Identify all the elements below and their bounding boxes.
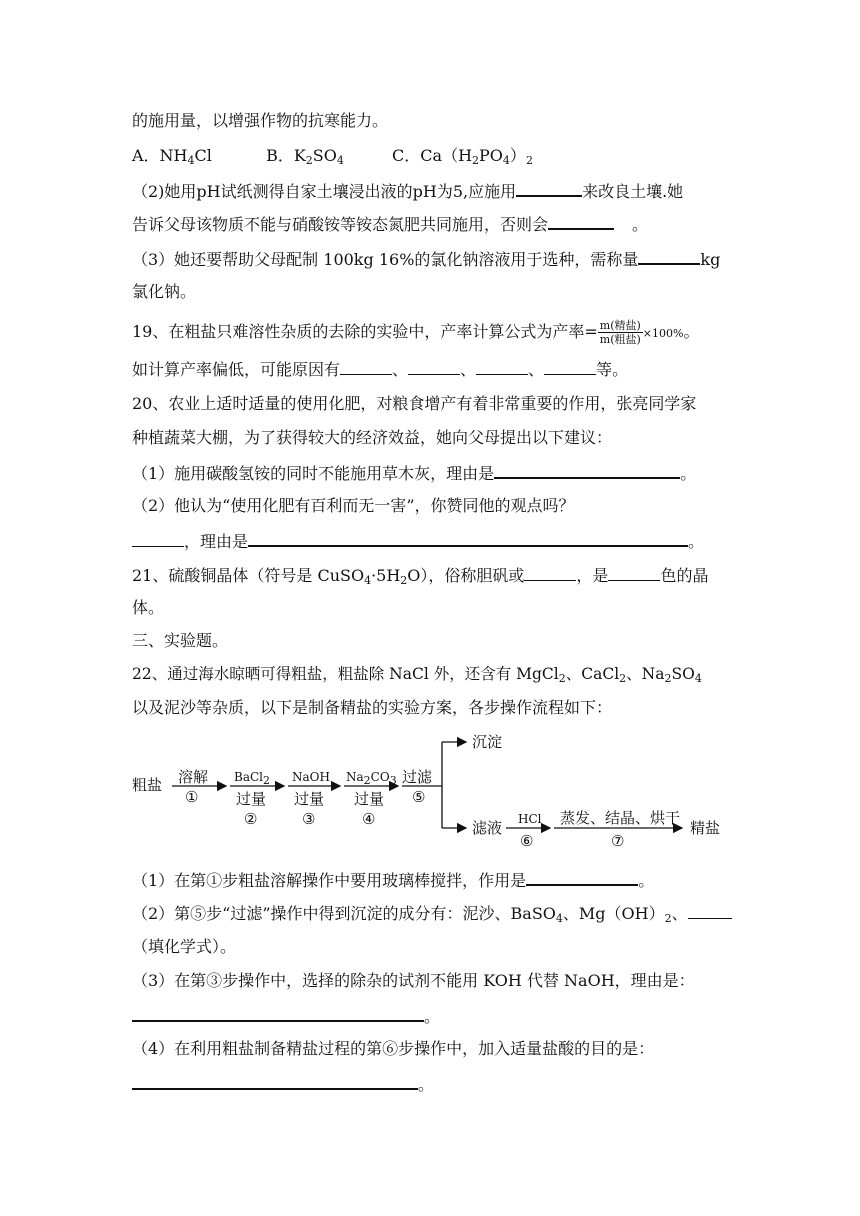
answer-blank[interactable] [340,358,392,375]
question-line: （4）在利用粗盐制备精盐过程的第⑥步操作中，加入适量盐酸的目的是： [132,1039,655,1058]
yield-formula-fraction: $\frac{\text{m(精盐)}}{\text{m(粗盐)}}$ [599,319,641,346]
question-line: （1）施用碳酸氢铵的同时不能施用草木灰，理由是 。 [132,461,732,485]
step-4-reagent: $Na_2CO_3$ [346,770,397,787]
answer-blank[interactable] [494,461,680,479]
answer-blank[interactable] [608,564,660,581]
process-flow-diagram [130,728,730,856]
question-20-line: 20、农业上适时适量的使用化肥，对粮食增产有着非常重要的作用，张亮同学家 [132,394,697,413]
text-line: 以及泥沙等杂质，以下是制备精盐的实验方案，各步操作流程如下： [132,698,613,717]
answer-blank[interactable] [516,179,582,197]
step-6-number: ⑥ [520,832,534,850]
section-heading: 三、实验题。 [132,631,229,650]
step-3-excess: 过量 [294,790,325,808]
options-line [132,145,732,167]
option-c: C．$Ca(H_2PO_4)_2$ [392,146,533,167]
question-21-line: 21、硫酸铜晶体（符号是 $CuSO_4\cdot 5H_2O$），俗称胆矾或 ，是 色的晶 [132,566,709,587]
option-a: A．$NH_4Cl$ [132,146,212,167]
question-line: （3）她还要帮助父母配制 100kg 16%的氯化钠溶液用于选种，需称量 kg [132,247,732,271]
step-5-label: 过滤 [402,768,433,786]
answer-blank[interactable] [524,564,576,581]
answer-line: 。 [132,1072,732,1096]
text-line: （2）他认为“使用化肥有百利而无一害”，你赞同他的观点吗？ [132,496,575,515]
answer-blank[interactable] [132,530,184,547]
answer-blank[interactable] [544,358,596,375]
step-2-reagent: BaCl$_2$ [234,770,270,787]
text-line: 氯化钠。 [132,282,197,301]
question-line: 如计算产率偏低，可能原因有 、 、 、 等。 [132,360,629,379]
answer-blank[interactable] [548,212,614,230]
step-6-reagent: HCl [518,812,542,826]
text-line: （填化学式）。 [132,937,237,956]
text-line: 的施用量，以增强作物的抗寒能力。 [132,111,389,130]
answer-blank[interactable] [526,868,638,886]
answer-blank[interactable] [132,1072,418,1090]
step-1-number: ① [185,788,199,806]
refined-salt-label: 精盐 [690,819,721,837]
answer-blank[interactable] [476,358,528,375]
step-7-label: 蒸发、结晶、烘干 [560,809,681,827]
step-2-number: ② [244,810,258,828]
filtrate-label: 滤液 [472,819,503,837]
question-19-line: 19、在粗盐只难溶性杂质的去除的实验中，产率计算公式为产率= $\frac{\text{m(精盐)}}{\text{m(粗盐)}}$ ×100%。 [132,319,700,346]
question-line: （2)她用pH试纸测得自家土壤浸出液的pH为5,应施用 来改良土壤.她 [132,179,732,203]
question-line: （2）第⑤步“过滤”操作中得到沉淀的成分有：泥沙、BaSO$_4$、$Mg(OH)_2$、 [132,902,732,925]
answer-blank[interactable] [248,529,688,547]
option-b: B．$K_2SO_4$ [266,146,344,167]
answer-blank[interactable] [688,902,732,919]
precipitate-label: 沉淀 [472,733,503,751]
question-line: （1）在第①步粗盐溶解操作中要用玻璃棒搅拌，作用是 。 [132,868,732,892]
question-line: （3）在第③步操作中，选择的除杂的试剂不能用 KOH 代替 NaOH，理由是： [132,971,695,990]
answer-blank[interactable] [638,247,700,265]
step-5-number: ⑤ [412,788,426,806]
step-7-number: ⑦ [611,832,625,850]
step-2-excess: 过量 [236,790,267,808]
step-3-number: ③ [302,810,316,828]
answer-blank[interactable] [132,1004,424,1022]
crude-salt-label: 粗盐 [132,776,163,794]
question-22-line: 22、通过海水晾晒可得粗盐，粗盐除 NaCl 外，还含有 MgCl$_2$、CaCl$_2$、$Na_2SO_4$ [132,665,702,685]
text-line: 种植蔬菜大棚，为了获得较大的经济效益，她向父母提出以下建议： [132,428,613,447]
text-line: 体。 [132,598,165,617]
step-3-reagent: NaOH [292,770,330,784]
step-4-excess: 过量 [354,790,385,808]
answer-line: 。 [132,1004,732,1028]
question-line: 告诉父母该物质不能与硝酸铵等铵态氮肥共同施用，否则会 。 [132,212,732,236]
answer-blank[interactable] [408,358,460,375]
question-line: ，理由是 。 [132,529,732,553]
flow-arrows [130,728,730,856]
step-1-label: 溶解 [178,768,209,786]
step-4-number: ④ [362,810,376,828]
